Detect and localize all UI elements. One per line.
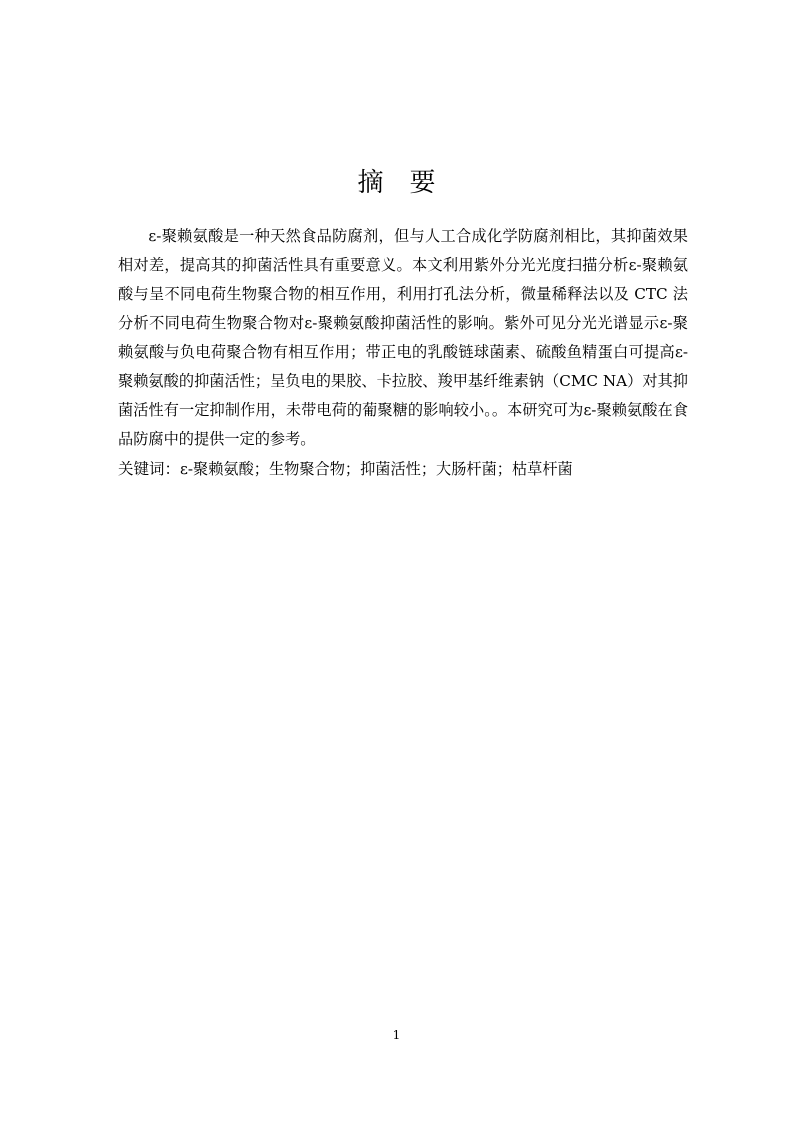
keywords-list: ε-聚赖氨酸；生物聚合物；抑菌活性；大肠杆菌；枯草杆菌 xyxy=(180,460,573,478)
page-number: 1 xyxy=(392,1028,401,1042)
abstract-title: 摘要 xyxy=(357,168,462,198)
abstract-body: ε-聚赖氨酸是一种天然食品防腐剂，但与人工合成化学防腐剂相比，其抑菌效果相对差，提高其的抑菌活性具有重要意义。本文利用紫外分光光度扫描分析ε-聚赖氨酸与呈不同电荷生物聚合物的相互作用，利用打孔法分析，微量稀释法以及 CTC 法分析不同电荷生物聚合物对ε-聚赖氨酸抑菌活性的影响。紫外可见分光光谱显示ε-聚赖氨酸与负电荷聚合物有相互作用；带正电的乳酸链球菌素、硫酸鱼精蛋白可提高ε-聚赖氨酸的抑菌活性；呈负电的果胶、卡拉胶、羧甲基纤维素钠（CMC NA）对其抑菌活性有一定抑制作用，未带电荷的葡聚糖的影响较小。。本研究可为ε-聚赖氨酸在食品防腐中的提供一定的参考。 xyxy=(118,227,688,448)
keywords-line xyxy=(118,455,688,484)
keywords-label: 关键词： xyxy=(118,460,181,478)
